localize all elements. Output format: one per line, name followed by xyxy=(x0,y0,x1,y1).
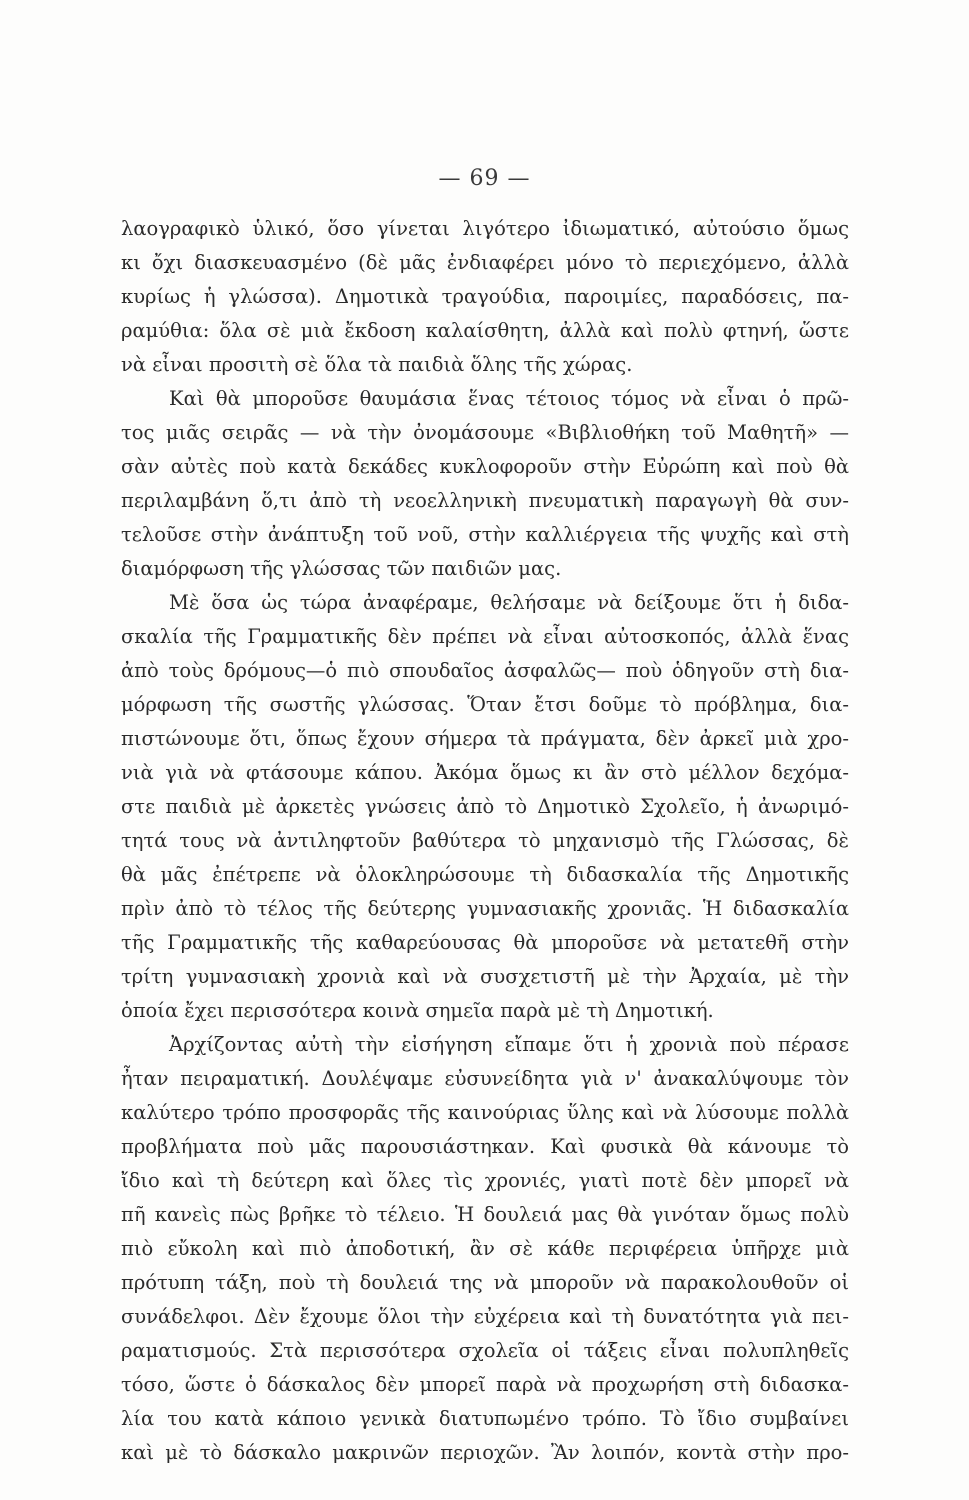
text-line: νὰ εἶναι προσιτὴ σὲ ὅλα τὰ παιδιὰ ὅλης τῆς χώρας. xyxy=(121,353,633,376)
text-line: πῆ κανεὶς πὼς βρῆκε τὸ τέλειο. Ἡ δουλειά μας θὰ γινόταν ὅμως πολὺ xyxy=(121,1203,849,1226)
text-line: τελοῦσε στὴν ἀνάπτυξη τοῦ νοῦ, στὴν καλλιέργεια τῆς ψυχῆς καὶ στὴ xyxy=(121,523,849,546)
text-line: τόσο, ὥστε ὁ δάσκαλος δὲν μπορεῖ παρὰ νὰ προχωρήση στὴ διδασκα- xyxy=(121,1373,849,1396)
text-line: συνάδελφοι. Δὲν ἔχουμε ὅλοι τὴν εὐχέρεια καὶ τὴ δυνατότητα γιὰ πει- xyxy=(121,1305,849,1328)
text-line: πιστώνουμε ὅτι, ὅπως ἔχουν σήμερα τὰ πράγματα, δὲν ἀρκεῖ μιὰ χρο- xyxy=(121,727,849,750)
text-line: μόρφωση τῆς σωστῆς γλώσσας. Ὅταν ἔτσι δοῦμε τὸ πρόβλημα, δια- xyxy=(121,693,849,716)
text-line: ἀπὸ τοὺς δρόμους—ὁ πιὸ σπουδαῖος ἀσφαλῶς— ποὺ ὁδηγοῦν στὴ δια- xyxy=(121,659,849,682)
text-line: ραμύθια: ὅλα σὲ μιὰ ἔκδοση καλαίσθητη, ἀλλὰ καὶ πολὺ φτηνή, ὥστε xyxy=(121,319,849,342)
page-number: — 69 — xyxy=(438,166,531,191)
text-line: κι ὄχι διασκευασμένο (δὲ μᾶς ἐνδιαφέρει μόνο τὸ περιεχόμενο, ἀλλὰ xyxy=(121,251,849,274)
text-line: λία του κατὰ κάποιο γενικὰ διατυπωμένο τρόπο. Τὸ ἴδιο συμβαίνει xyxy=(121,1407,849,1430)
text-line: σκαλία τῆς Γραμματικῆς δὲν πρέπει νὰ εἶναι αὐτοσκοπός, ἀλλὰ ἕνας xyxy=(121,625,849,648)
text-line: σὰν αὐτὲς ποὺ κατὰ δεκάδες κυκλοφοροῦν στὴν Εὐρώπη καὶ ποὺ θὰ xyxy=(121,455,849,478)
text-line: θὰ μᾶς ἐπέτρεπε νὰ ὁλοκληρώσουμε τὴ διδασκαλία τῆς Δημοτικῆς xyxy=(121,863,849,886)
text-line: ἦταν πειραματική. Δουλέψαμε εὐσυνείδητα γιὰ ν' ἀνακαλύψουμε τὸν xyxy=(121,1067,849,1090)
text-line: τος μιᾶς σειρᾶς — νὰ τὴν ὀνομάσουμε «Βιβλιοθήκη τοῦ Μαθητῆ» — xyxy=(121,421,849,444)
text-line: πρότυπη τάξη, ποὺ τὴ δουλειά της νὰ μποροῦν νὰ παρακολουθοῦν οἱ xyxy=(121,1271,849,1294)
text-line: τῆς Γραμματικῆς τῆς καθαρεύουσας θὰ μποροῦσε νὰ μετατεθῆ στὴν xyxy=(121,931,849,954)
text-line: καλύτερο τρόπο προσφορᾶς τῆς καινούριας ὕλης καὶ νὰ λύσουμε πολλὰ xyxy=(121,1101,849,1124)
text-line: κυρίως ἡ γλώσσα). Δημοτικὰ τραγούδια, παροιμίες, παραδόσεις, πα- xyxy=(121,285,849,308)
body-text xyxy=(121,212,849,1470)
text-line: τητά τους νὰ ἀντιληφτοῦν βαθύτερα τὸ μηχανισμὸ τῆς Γλώσσας, δὲ xyxy=(121,829,849,852)
text-line: πρὶν ἀπὸ τὸ τέλος τῆς δεύτερης γυμνασιακῆς χρονιᾶς. Ἡ διδασκαλία xyxy=(121,897,849,920)
text-line: καὶ μὲ τὸ δάσκαλο μακρινῶν περιοχῶν. Ἂν λοιπόν, κοντὰ στὴν προ- xyxy=(121,1441,849,1464)
text-line: Ἀρχίζοντας αὐτὴ τὴν εἰσήγηση εἴπαμε ὅτι ἡ χρονιὰ ποὺ πέρασε xyxy=(169,1033,849,1056)
text-line: προβλήματα ποὺ μᾶς παρουσιάστηκαν. Καὶ φυσικὰ θὰ κάνουμε τὸ xyxy=(121,1135,849,1158)
text-line: Μὲ ὅσα ὡς τώρα ἀναφέραμε, θελήσαμε νὰ δείξουμε ὅτι ἡ διδα- xyxy=(169,591,849,614)
text-line: περιλαμβάνη ὅ,τι ἀπὸ τὴ νεοελληνικὴ πνευματικὴ παραγωγὴ θὰ συν- xyxy=(121,489,849,512)
text-line: ραματισμούς. Στὰ περισσότερα σχολεῖα οἱ τάξεις εἶναι πολυπληθεῖς xyxy=(121,1339,849,1362)
text-line: πιὸ εὔκολη καὶ πιὸ ἀποδοτική, ἂν σὲ κάθε περιφέρεια ὑπῆρχε μιὰ xyxy=(121,1237,849,1260)
text-line: τρίτη γυμνασιακὴ χρονιὰ καὶ νὰ συσχετιστῆ μὲ τὴν Ἀρχαία, μὲ τὴν xyxy=(121,965,849,988)
text-line: λαογραφικὸ ὑλικό, ὅσο γίνεται λιγότερο ἰδιωματικό, αὐτούσιο ὅμως xyxy=(121,217,849,240)
text-line: διαμόρφωση τῆς γλώσσας τῶν παιδιῶν μας. xyxy=(121,557,562,580)
text-line: Καὶ θὰ μποροῦσε θαυμάσια ἕνας τέτοιος τόμος νὰ εἶναι ὁ πρῶ- xyxy=(169,387,849,410)
text-line: ἴδιο καὶ τὴ δεύτερη καὶ ὅλες τὶς χρονιές, γιατὶ ποτὲ δὲν μπορεῖ νὰ xyxy=(121,1169,849,1192)
text-line: ὁποία ἔχει περισσότερα κοινὰ σημεῖα παρὰ μὲ τὴ Δημοτική. xyxy=(121,999,714,1022)
text-line: στε παιδιὰ μὲ ἀρκετὲς γνώσεις ἀπὸ τὸ Δημοτικὸ Σχολεῖο, ἡ ἀνωριμό- xyxy=(121,795,849,818)
text-line: νιὰ γιὰ νὰ φτάσουμε κάπου. Ἀκόμα ὅμως κι ἂν στὸ μέλλον δεχόμα- xyxy=(121,761,849,784)
